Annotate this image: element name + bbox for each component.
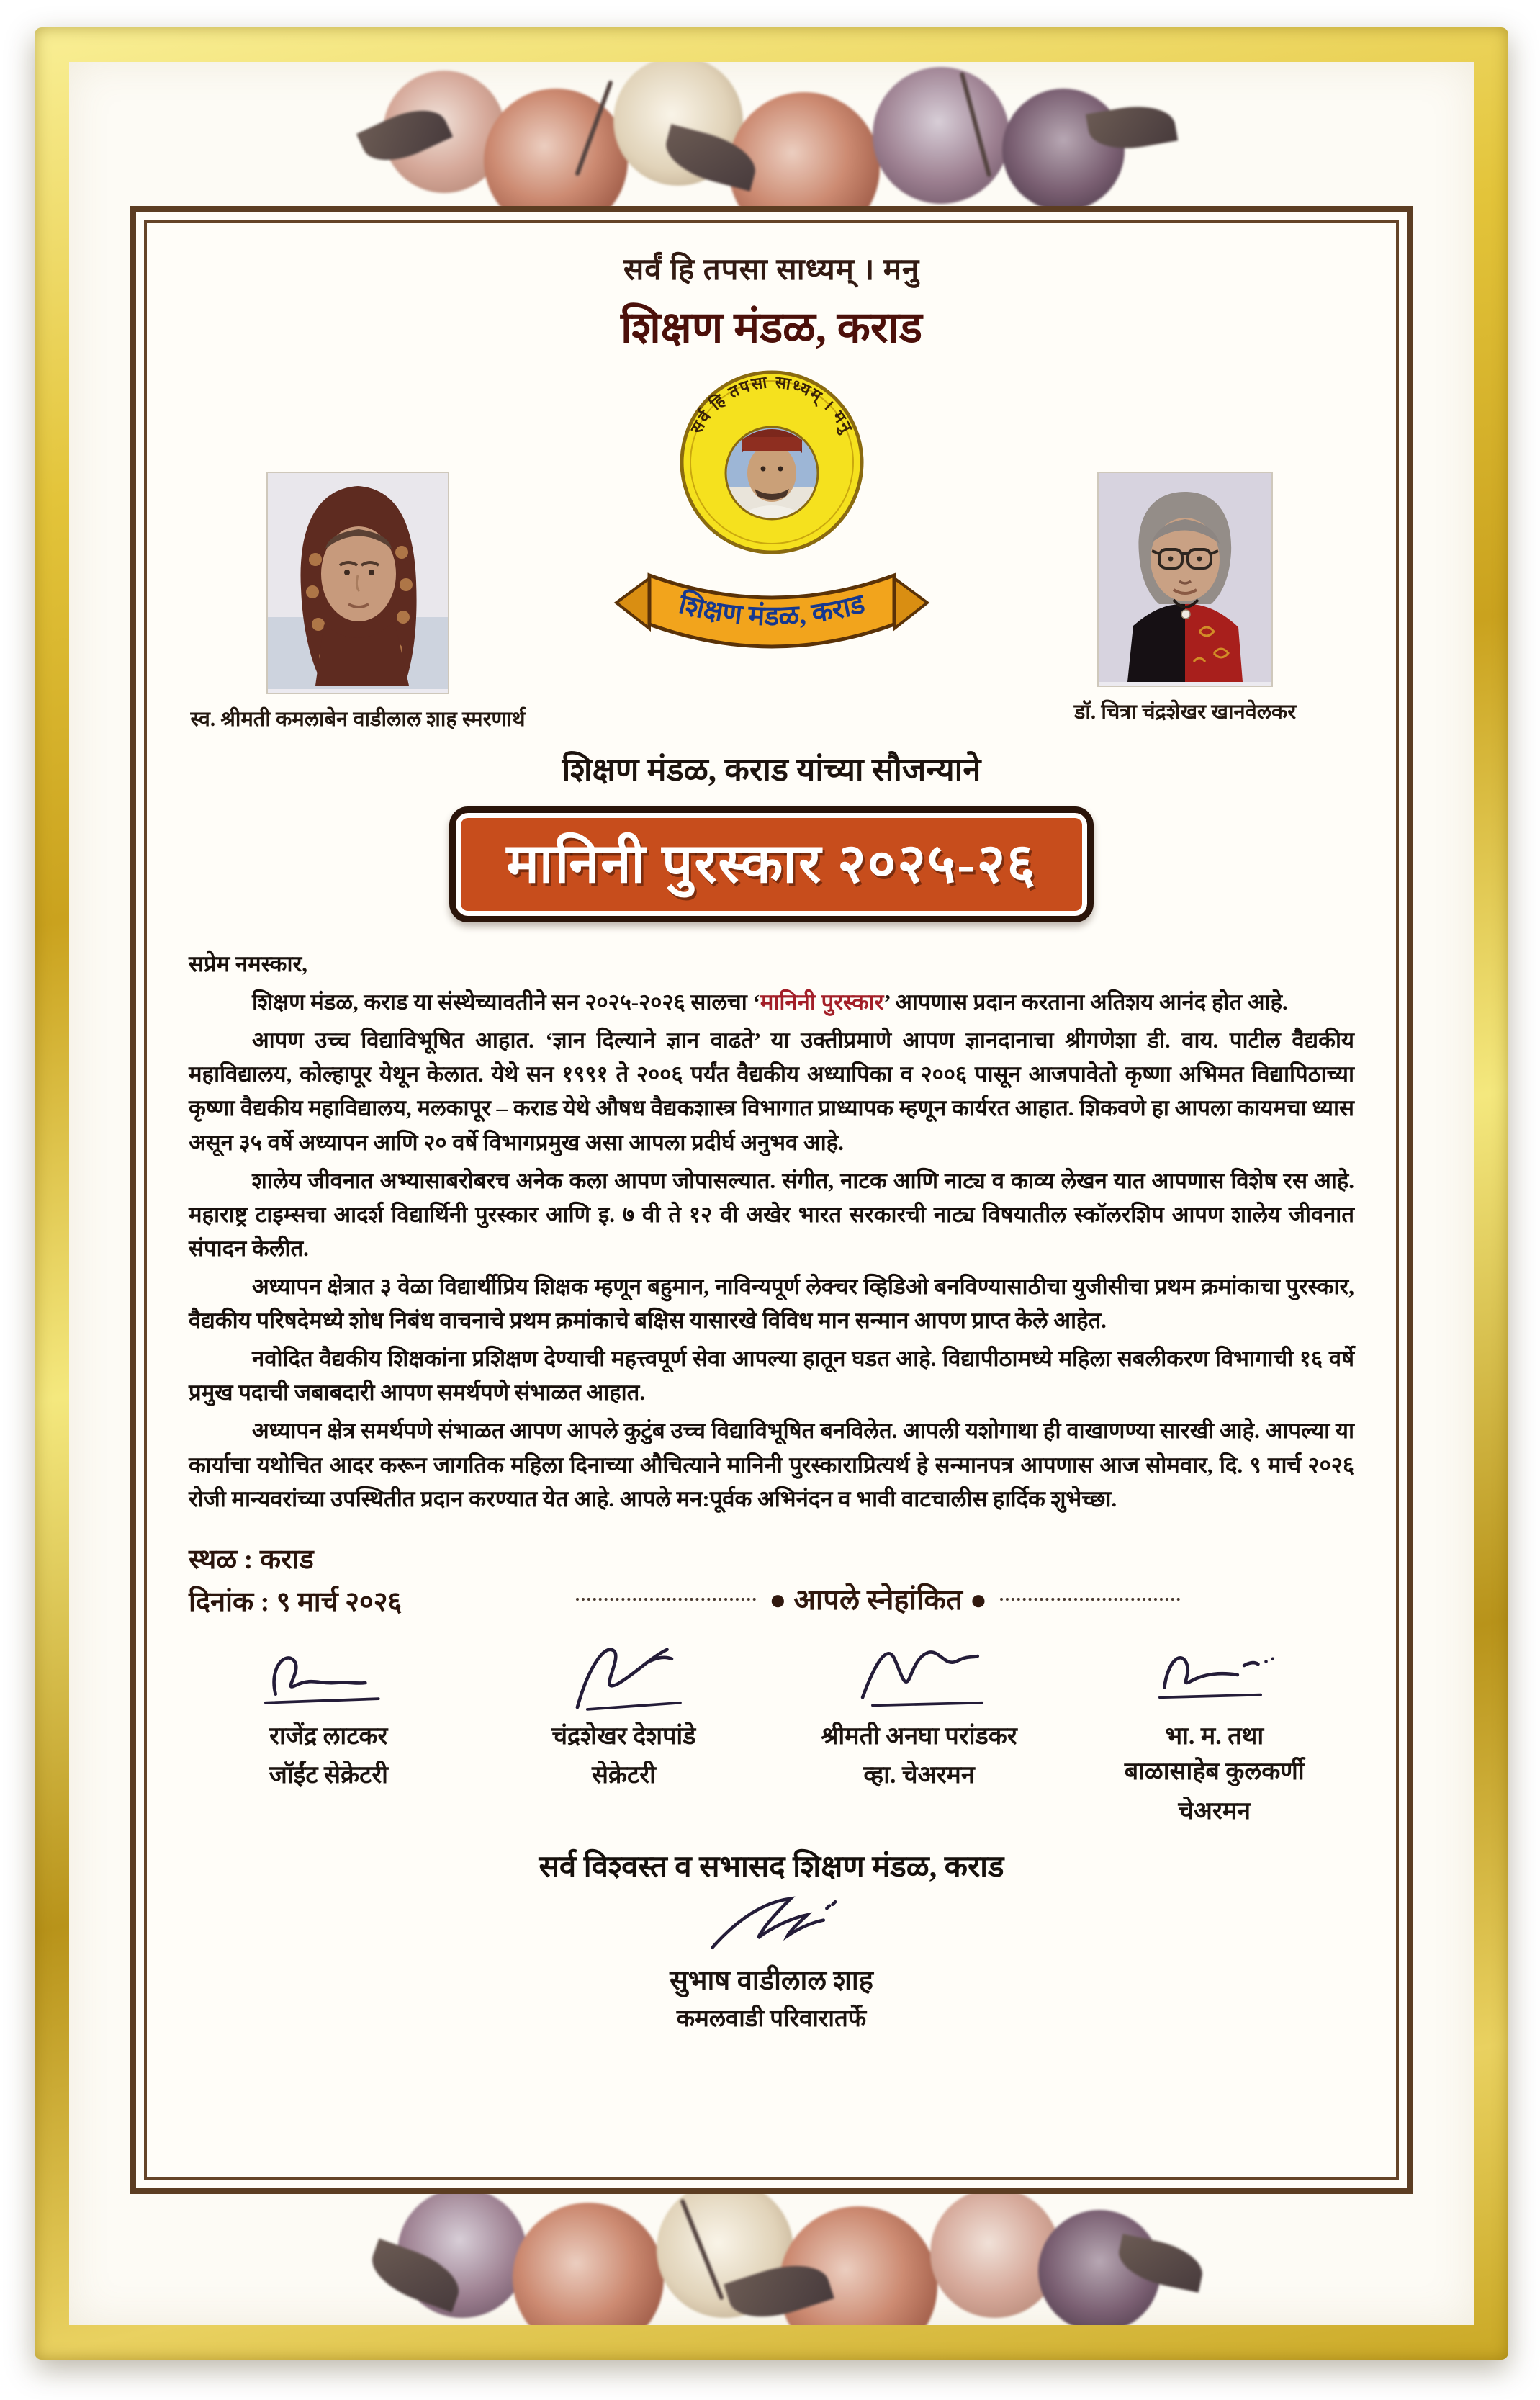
organization-title: शिक्षण मंडळ, कराड — [620, 304, 923, 351]
p1-before: शिक्षण मंडळ, कराड या संस्थेच्यावतीने सन २०२५-२०२६ सालचा ‘ — [252, 989, 760, 1015]
signature-scribble — [256, 1631, 402, 1717]
flower — [873, 67, 1009, 204]
award-name-red: मानिनी पुरस्कार — [760, 989, 884, 1015]
emblem-illustration — [606, 365, 937, 668]
place-date-block — [189, 1539, 402, 1624]
signatory-chairman — [1074, 1631, 1354, 1827]
memorial-photo-column — [189, 473, 527, 732]
award-title-text: मानिनी पुरस्कार २०२५-२६ — [506, 834, 1037, 894]
signature-scribble — [846, 1631, 992, 1717]
signatory-name: चंद्रशेखर देशपांडे — [551, 1722, 696, 1750]
signatory-name: बाळासाहेब कुलकर्णी — [1124, 1758, 1305, 1786]
paragraph-training-service: नवोदित वैद्यकीय शिक्षकांना प्रशिक्षण देण्याची महत्त्वपूर्ण सेवा आपल्या हातून घडत आहे. विद्यापीठामध्ये महिला सबलीकरण विभागाची १६ वर्षे प्रमुख पदाची जबाबदारी आपण समर्थपणे संभाळत आहात. — [189, 1346, 1354, 1406]
signature-scribble — [1141, 1631, 1287, 1717]
signatory-vice-chairman — [779, 1631, 1059, 1827]
awardee-photo — [1099, 473, 1271, 686]
donor-signature-scribble — [693, 1889, 850, 1961]
floral-decoration-top — [354, 62, 1189, 204]
trustees-line: सर्व विश्वस्त व सभासद शिक्षण मंडळ, कराड — [539, 1851, 1004, 1884]
sanskrit-motto: सर्वं हि तपसा साध्यम् । मनु — [623, 253, 920, 287]
memorial-photo-caption: स्व. श्रीमती कमलाबेन वाडीलाल शाह स्मरणार्थ — [190, 708, 526, 731]
signature-scribble — [551, 1631, 697, 1717]
signatory-secretary — [484, 1631, 764, 1827]
emblem-ribbon-text: शिक्षण मंडळ, कराड — [675, 588, 868, 632]
signatory-name-prefix: भा. म. तथा — [1165, 1722, 1264, 1750]
paragraph-award-grant — [189, 985, 1354, 1019]
donor-subtitle: कमलवाडी परिवारातर्फे — [676, 2006, 867, 2033]
memorial-photo — [268, 473, 448, 693]
gold-picture-frame — [35, 27, 1508, 2360]
signatory-role: जॉईंट सेक्रेटरी — [269, 1762, 388, 1789]
date-line: दिनांक : ९ मार्च २०२६ — [189, 1586, 402, 1617]
signatory-name: राजेंद्र लाटकर — [269, 1722, 388, 1750]
certificate-mat — [69, 62, 1474, 2325]
p1-after: ’ आपणास प्रदान करताना अतिशय आनंद होत आहे. — [883, 989, 1288, 1015]
paragraph-school-achievements: शालेय जीवनात अभ्यासाबरोबरच अनेक कला आपण जोपासल्यात. संगीत, नाटक आणि नाट्य व काव्य लेखन यात आपणास विशेष रस आहे. महाराष्ट्र टाइम्सचा आदर्श विद्यार्थिनी पुरस्कार आणि इ. ७ वी ते १२ वी अखेर भारत सरकारची नाट्य विषयातील स्कॉलरशिप आपण शालेय जीवनात संपादन केलीत. — [189, 1167, 1354, 1261]
place-line: स्थळ : कराड — [189, 1544, 314, 1575]
flower — [513, 2203, 664, 2325]
paragraph-career: आपण उच्च विद्याविभूषित आहात. ‘ज्ञान दिल्याने ज्ञान वाढते’ या उक्तीप्रमाणे आपण ज्ञानदानाचा श्रीगणेशा डी. वाय. पाटील वैद्यकीय महाविद्यालय, कोल्हापूर येथून केलात. येथे सन १९९१ ते २००६ पर्यंत वैद्यकीय अध्यापिका व २००६ पासून आजपावेतो कृष्णा अभिमत विद्यापिठाच्या कृष्णा वैद्यकीय महाविद्यालय, मलकापूर – कराड येथे औषध वैद्यकशास्त्र विभागात प्राध्यापक म्हणून कार्यरत आहात. शिकवणे हा आपला कायमचा ध्यास असून ३५ वर्षे अध्यापन आणि २० वर्षे विभागप्रमुख असा आपला प्रदीर्घ अनुभव आहे. — [189, 1028, 1354, 1155]
awardee-photo-column — [1016, 473, 1354, 725]
organization-emblem — [585, 365, 959, 668]
salutation: सप्रेम नमस्कार, — [189, 951, 307, 976]
courtesy-line: शिक्षण मंडळ, कराड यांच्या सौजन्याने — [562, 752, 981, 788]
flower — [1002, 89, 1125, 211]
dotted-line-left — [576, 1595, 756, 1601]
donor-block — [670, 1889, 873, 2033]
signatory-role: चेअरमन — [1178, 1798, 1251, 1825]
emblem-arc-text: सर्व हि तपसा साध्यम् । मनु — [687, 373, 856, 437]
memorial-photo-illustration — [268, 473, 448, 689]
signatory-role: व्हा. चेअरमन — [863, 1762, 975, 1789]
floral-decoration-bottom — [354, 2174, 1189, 2325]
signed-by-label: ● आपले स्नेहांकित ● — [769, 1583, 988, 1616]
photos-and-emblem-row — [189, 365, 1354, 732]
place-date-row — [189, 1539, 1354, 1624]
paragraph-teaching-awards: अध्यापन क्षेत्रात ३ वेळा विद्यार्थीप्रिय शिक्षक म्हणून बहुमान, नाविन्यपूर्ण लेक्चर व्हिडिओ बनविण्यासाठीचा युजीसीचा प्रथम क्रमांकाचा पुरस्कार, वैद्यकीय परिषदेमध्ये शोध निबंध वाचनाचे प्रथम क्रमांकाचे बक्षिस यासारखे विविध मान सन्मान आपण प्राप्त केले आहेत. — [189, 1273, 1354, 1334]
dotted-line-right — [1000, 1595, 1180, 1601]
signatory-role: सेक्रेटरी — [591, 1762, 656, 1789]
certificate-content — [144, 220, 1399, 2180]
awardee-photo-caption: डॉ. चित्रा चंद्रशेखर खानवेलकर — [1073, 701, 1297, 724]
certificate-body — [189, 947, 1354, 1520]
paragraph-conclusion: अध्यापन क्षेत्र समर्थपणे संभाळत आपण आपले कुटुंब उच्च विद्याविभूषित बनविलेत. आपली यशोगाथा ही वाखाणण्या सारखी आहे. आपल्या या कार्याचा यथोचित आदर करून जागतिक महिला दिनाच्या औचित्याने मानिनी पुरस्काराप्रित्यर्थ हे सन्मानपत्र आपणास आज सोमवार, दि. ९ मार्च २०२६ रोजी मान्यवरांच्या उपस्थितीत प्रदान करण्यात येत आहे. आपले मन:पूर्वक अभिनंदन व भावी वाटचालीस हार्दिक शुभेच्छा. — [189, 1418, 1354, 1511]
awardee-photo-illustration — [1099, 473, 1271, 682]
certificate-border — [130, 206, 1413, 2194]
signatures-row — [189, 1631, 1354, 1827]
donor-name: सुभाष वाडीलाल शाह — [670, 1966, 873, 1997]
signatory-name: श्रीमती अनघा परांडकर — [821, 1722, 1017, 1750]
signatory-joint-secretary — [189, 1631, 469, 1827]
award-title-banner — [449, 806, 1093, 922]
signed-by-label-row — [402, 1578, 1354, 1618]
